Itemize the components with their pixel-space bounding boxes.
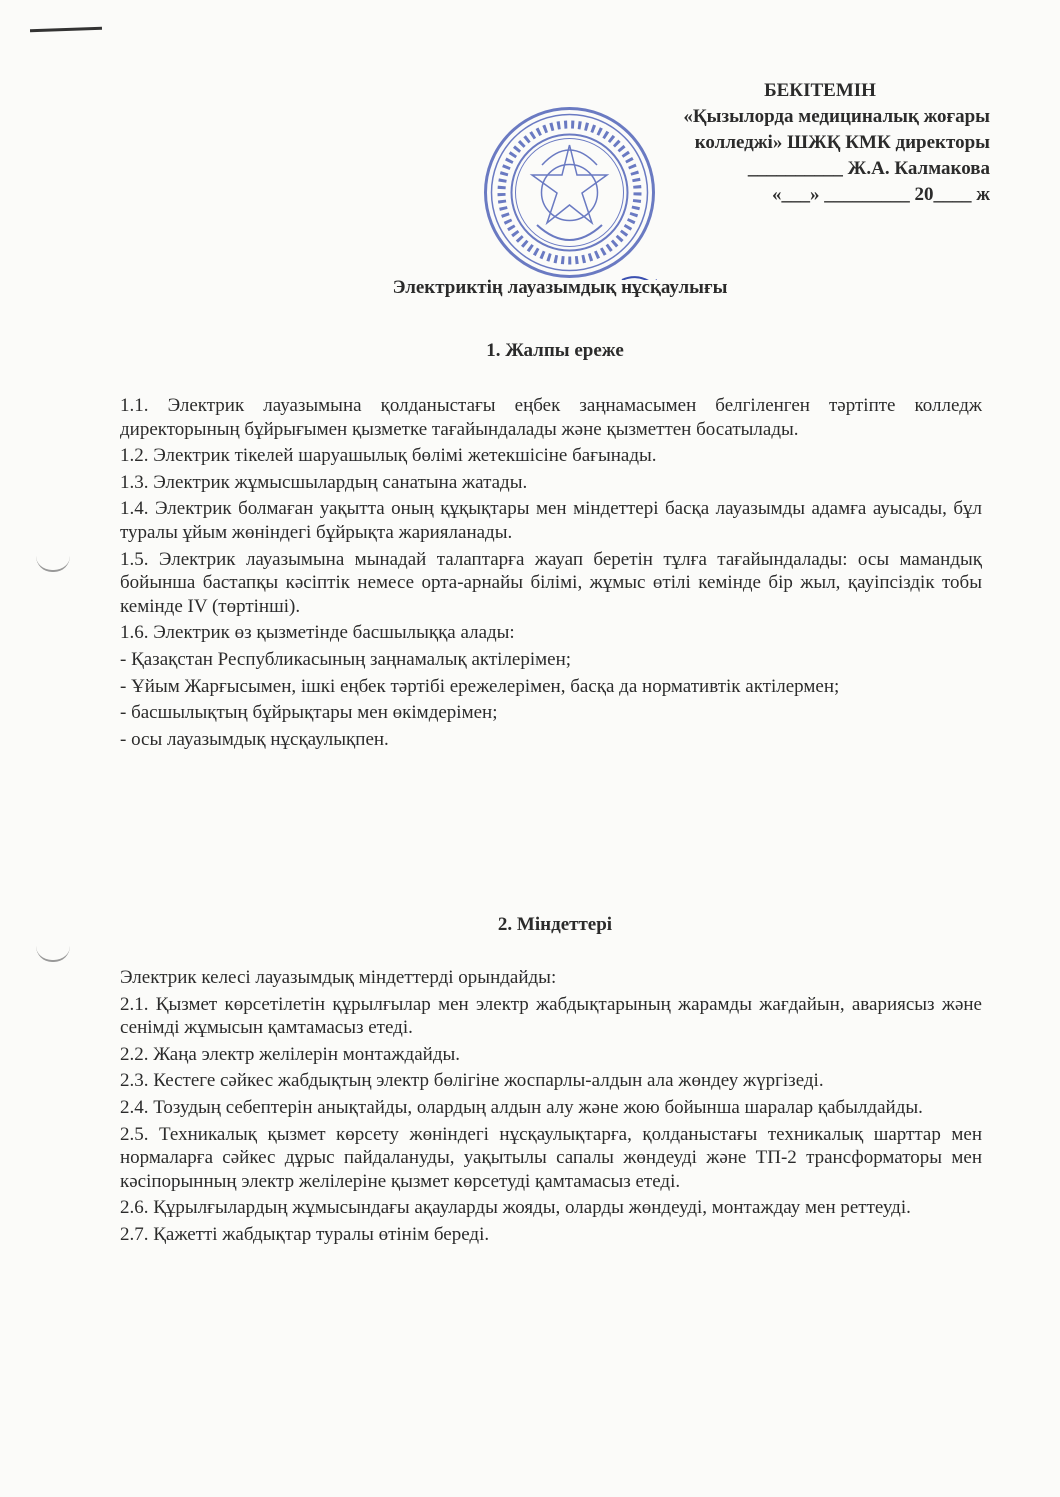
section-1-heading: 1. Жалпы ереже [486,340,624,361]
section-2-body [120,966,982,1247]
paragraph: 2.1. Қызмет көрсетілетін құрылғылар мен электр жабдықтарының жарамды жағдайын, авариясыз және сенімді жұмысын қамтамасыз етеді. [120,993,982,1039]
paragraph: 1.3. Электрик жұмысшылардың санатына жатады. [120,471,528,493]
approval-org-line1: «Қызылорда медициналық жоғары [683,106,990,127]
section-1-body [120,394,982,751]
paragraph: 2.5. Техникалық қызмет көрсету жөніндегі нұсқаулықтарға, қолданыстағы техникалық шарттар мен нормаларға сәйкес дұрыс пайдалануды, уақытылы сапалы жөндеуді және ТП-2 трансформаторы мен кәсіпорынның электр желілеріне қызмет көрсетуді қамтамасыз етеді. [120,1123,982,1192]
paragraph: 2.6. Құрылғылардың жұмысындағы ақауларды жояды, оларды жөндеуді, монтаждау мен реттеуді. [120,1197,911,1219]
punch-hole-mark [36,556,70,572]
official-stamp-seal [482,105,657,280]
punch-hole-mark [36,946,70,962]
paragraph: 1.6. Электрик өз қызметінде басшылыққа алады: [120,622,515,644]
list-item: - Ұйым Жарғысымен, ішкі еңбек тәртібі ережелерімен, басқа да нормативтік актілермен; [120,675,840,697]
paragraph: 2.2. Жаңа электр желілерін монтаждайды. [120,1043,460,1065]
paragraph: 1.2. Электрик тікелей шаруашылық бөлімі жетекшісіне бағынады. [120,445,657,467]
scan-artifact [30,27,102,33]
list-item: - Қазақстан Республикасының заңнамалық актілерімен; [120,648,572,670]
document-title: Электриктің лауазымдық нұсқаулығы [392,277,728,298]
paragraph: 1.1. Электрик лауазымына қолданыстағы еңбек заңнамасымен белгіленген тәртіпте колледж директорының бұйрығымен қызметке тағайындалады және қызметтен босатылады. [120,395,982,440]
paragraph: 2.7. Қажетті жабдықтар туралы өтінім береді. [120,1223,490,1245]
approval-org-line2: колледжі» ШЖҚ КМК директоры [694,132,990,153]
list-item: - басшылықтың бұйрықтары мен өкімдерімен; [120,702,498,724]
approval-date-line: «___» _________ 20____ ж [771,184,990,205]
paragraph: 1.5. Электрик лауазымына мынадай талаптарға жауап беретін тұлға тағайындалады: осы мамандық бойынша бастапқы кәсіптік немесе орта-арнайы білімі, жұмыс өтілі кемінде бір жыл, қауіпсіздік тобы кемінде IV (төртінші). [120,548,982,617]
paragraph: 2.3. Кестеге сәйкес жабдықтың электр бөлігіне жоспарлы-алдын ала жөндеу жүргізеді. [120,1070,824,1092]
list-item: - осы лауазымдық нұсқаулықпен. [120,728,389,750]
approval-signatory: __________ Ж.А. Калмакова [747,158,990,179]
paragraph: Электрик келесі лауазымдық міндеттерді орындайды: [120,967,557,988]
approval-heading: БЕКІТЕМІН [764,80,876,101]
paragraph: 1.4. Электрик болмаған уақытта оның құқықтары мен міндеттері басқа лауазымды адамға ауысады, бұл туралы ұйым жөніндегі бұйрықта жарияланады. [120,498,982,543]
paragraph: 2.4. Тозудың себептерін анықтайды, олардың алдын алу және жою бойынша шаралар қабылдайды. [120,1096,923,1118]
section-2-heading: 2. Міндеттері [497,914,613,935]
